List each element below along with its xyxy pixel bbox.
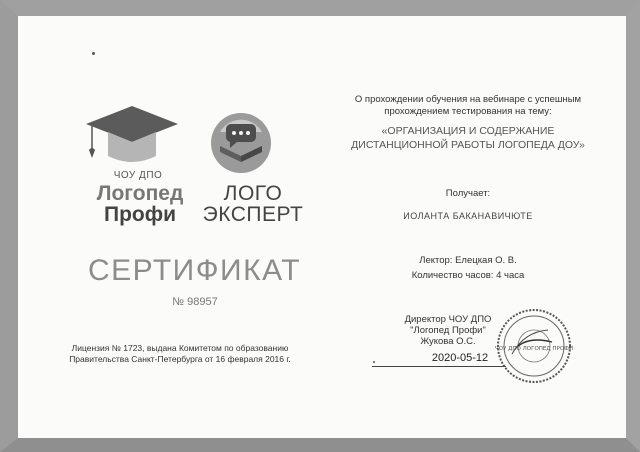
recipient-name: ИОЛАНТА БАКАНАВИЧЮТЕ: [403, 211, 533, 221]
receives-label: Получает:: [445, 188, 491, 199]
topic-line: «ОРГАНИЗАЦИЯ И СОДЕРЖАНИЕ: [381, 125, 555, 137]
intro-line: прохождением тестирования на тему:: [384, 106, 552, 117]
brand-expert-text: ЭКСПЕРТ: [202, 203, 304, 226]
course-topic: [318, 124, 618, 152]
brand-profi-text: Профи: [103, 203, 177, 226]
official-stamp-icon: [494, 306, 574, 386]
scan-speck: [373, 361, 375, 363]
license-info: [50, 343, 310, 365]
graduation-cap-icon: [84, 102, 180, 172]
issue-date: 2020-05-12: [431, 352, 489, 364]
director-name: Жукова О.С.: [420, 336, 476, 347]
director-signature-block: [388, 314, 508, 347]
stamp-text: ЧОУ ДПО ЛОГОПЕД ПРОФИ: [494, 346, 574, 352]
lecturer-info: Лектор: Елецкая О. В.: [419, 255, 517, 266]
director-title: Директор ЧОУ ДПО: [404, 314, 492, 325]
brand-org-type: ЧОУ ДПО: [113, 170, 163, 181]
topic-line: ДИСТАНЦИОННОЙ РАБОТЫ ЛОГОПЕДА ДОУ»: [351, 139, 585, 151]
license-line: Правительства Санкт-Петербурга от 16 февраля 2016 г.: [69, 354, 291, 364]
director-org: "Логопед Профи": [410, 325, 486, 336]
scan-speck: [92, 52, 95, 55]
signature-line: [372, 366, 506, 367]
intro-line: О прохождении обучения на вебинаре с успешным: [354, 94, 582, 105]
hours-info: Количество часов: 4 часа: [411, 270, 525, 281]
certificate-number: № 98957: [172, 296, 218, 308]
speech-bubble-logo-icon: [208, 110, 274, 176]
brand-logoped-text: Логопед: [96, 182, 184, 205]
course-intro: [318, 94, 618, 118]
brand-logo-text: ЛОГО: [223, 182, 283, 205]
certificate-title: СЕРТИФИКАТ: [88, 254, 302, 287]
license-line: Лицензия № 1723, выдана Комитетом по образованию: [71, 343, 289, 353]
